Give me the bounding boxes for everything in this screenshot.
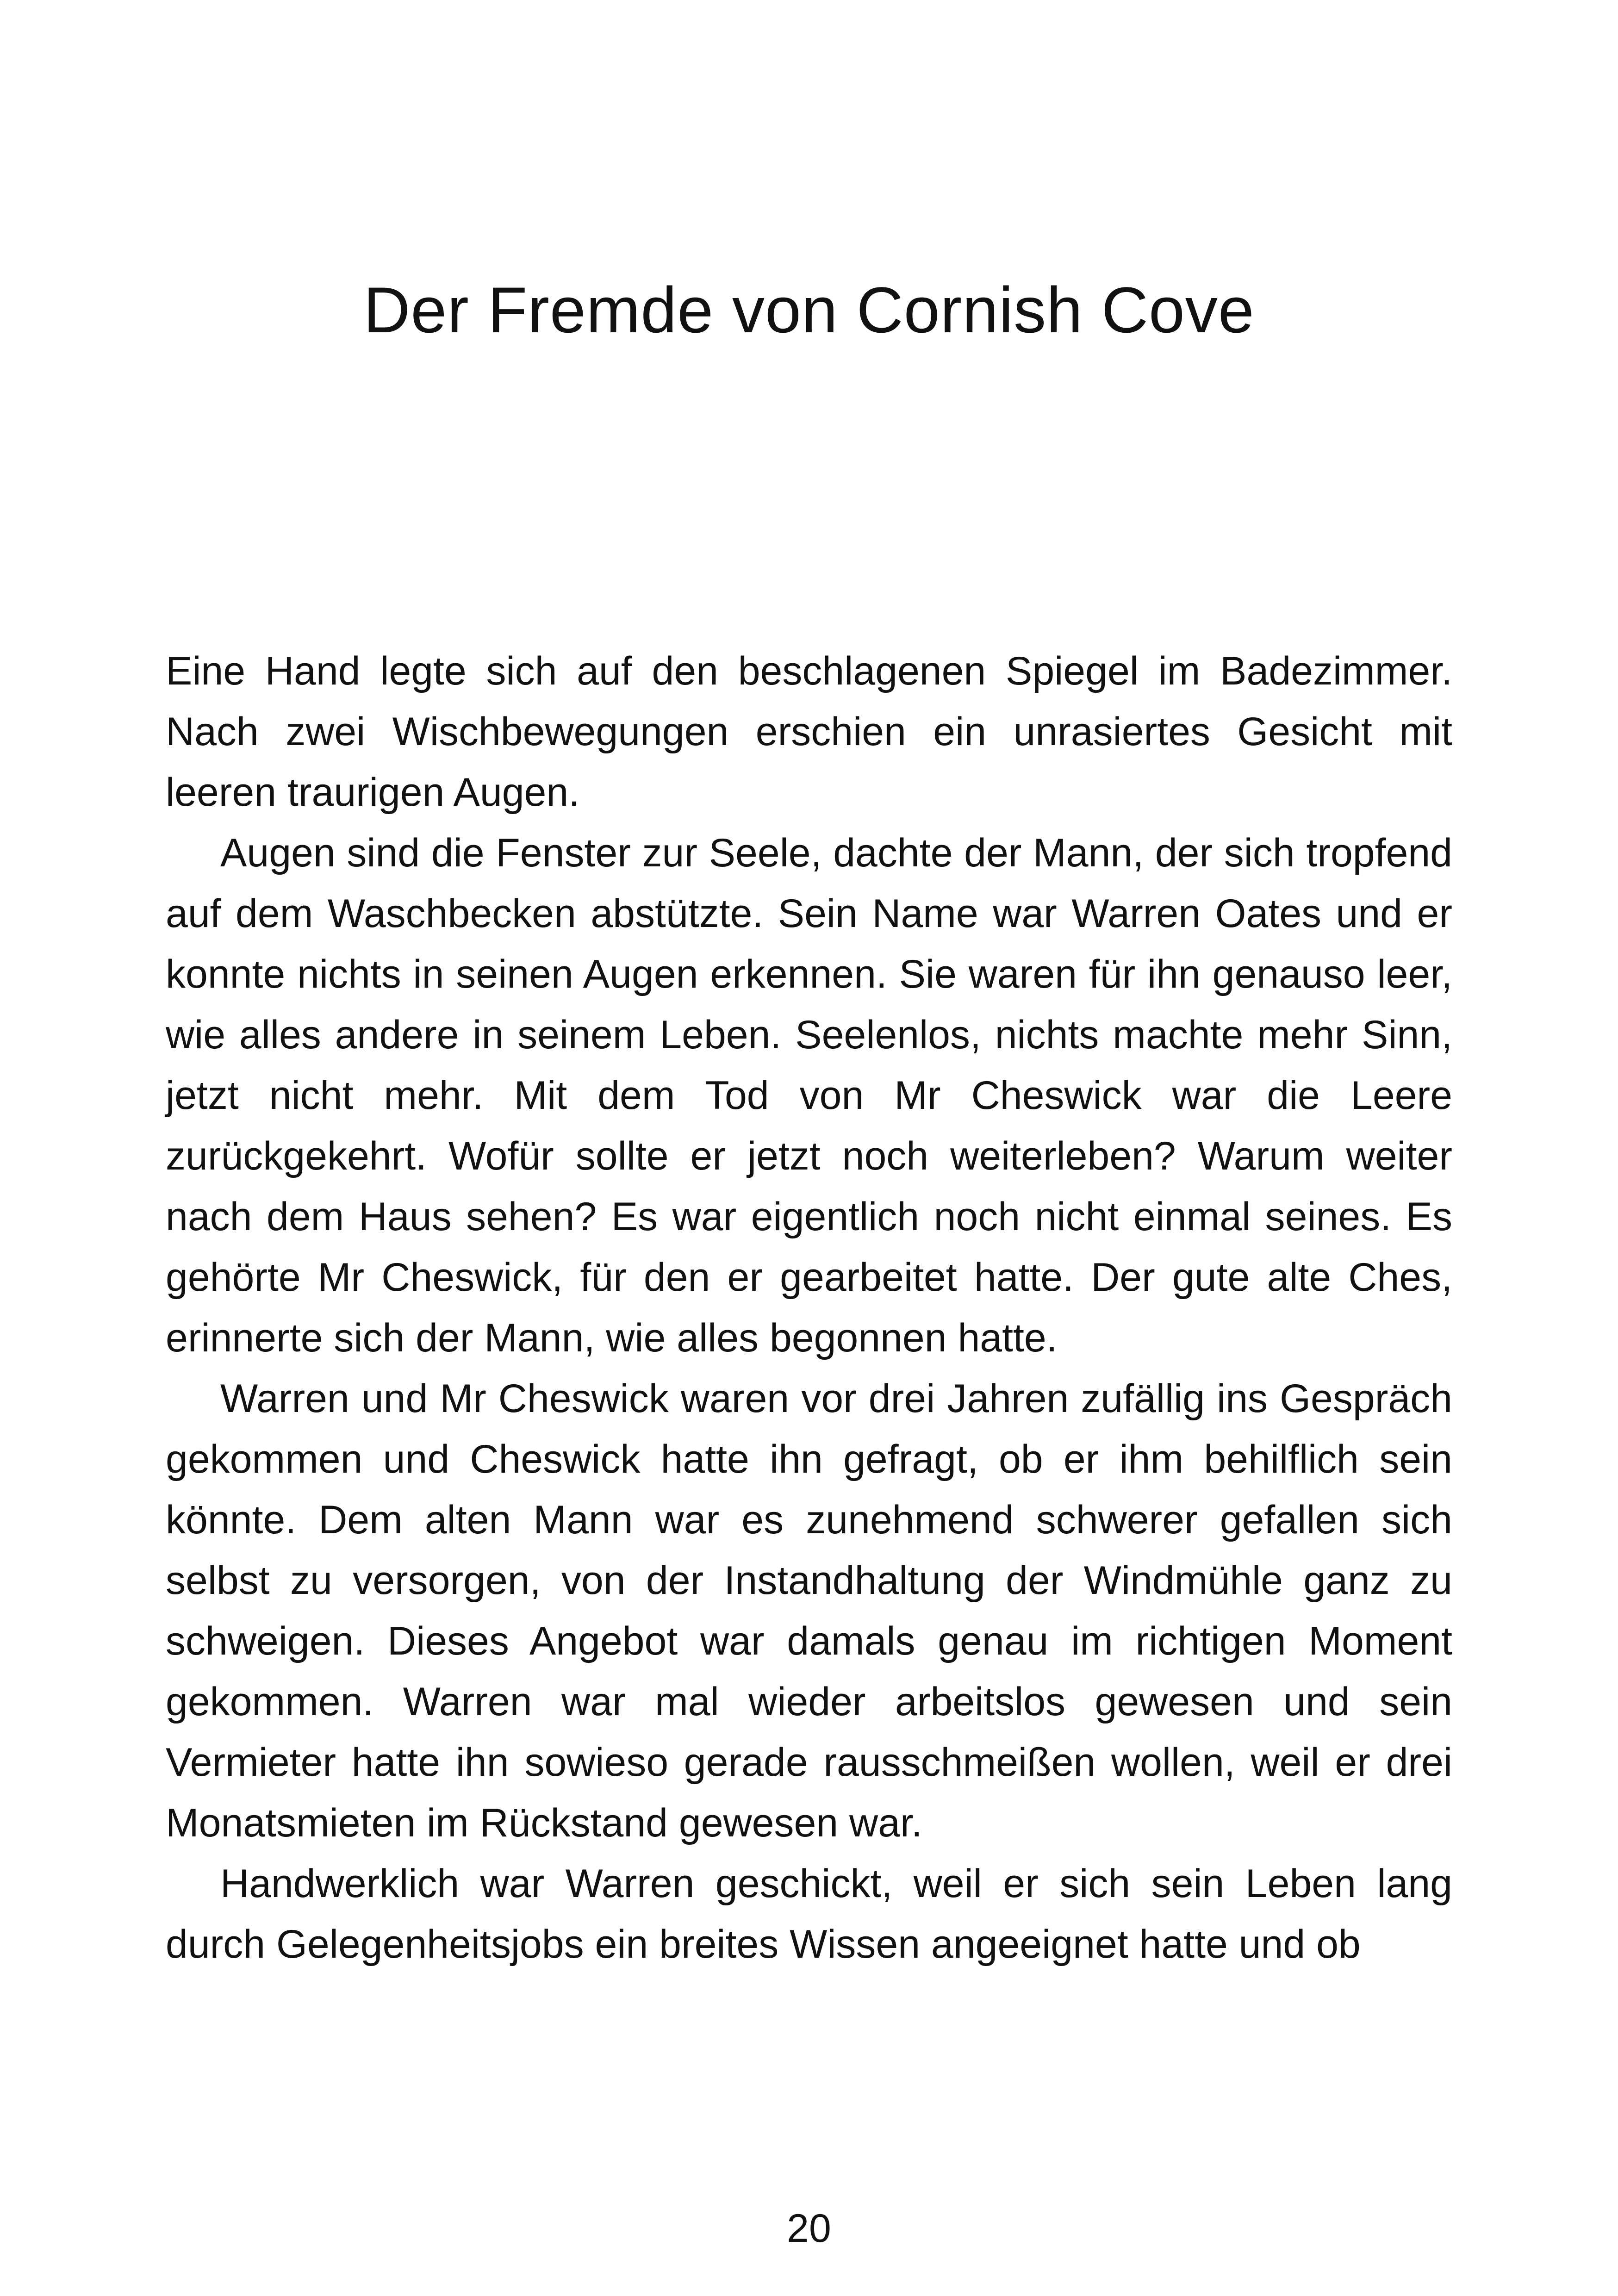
paragraph-1: Eine Hand legte sich auf den beschlagenen Spiegel im Badezimmer. Nach zwei Wischbewegungen erschien ein unrasiertes Gesicht mit leeren traurigen Augen. xyxy=(166,649,1452,815)
paragraph-3: Warren und Mr Cheswick waren vor drei Jahren zufällig ins Gespräch gekommen und Cheswick hatte ihn gefragt, ob er ihm behilflich sein könnte. Dem alten Mann war es zunehmend schwerer gefallen sich selbst zu versorgen, von der Instandhaltung der Windmühle ganz zu schweigen. Dieses Angebot war damals genau im richtigen Moment gekommen. Warren war mal wieder arbeitslos gewesen und sein Vermieter hatte ihn sowieso gerade rausschmeißen wollen, weil er drei Monatsmieten im Rückstand gewesen war. xyxy=(166,1376,1452,1845)
body-text xyxy=(166,641,1452,1975)
paragraph-2: Augen sind die Fenster zur Seele, dachte der Mann, der sich tropfend auf dem Waschbecken abstützte. Sein Name war Warren Oates und er konnte nichts in seinen Augen erkennen. Sie waren für ihn genauso leer, wie alles andere in seinem Leben. Seelenlos, nichts machte mehr Sinn, jetzt nicht mehr. Mit dem Tod von Mr Cheswick war die Leere zurückgekehrt. Wofür sollte er jetzt noch weiterleben? Warum weiter nach dem Haus sehen? Es war eigentlich noch nicht einmal seines. Es gehörte Mr Cheswick, für den er gearbeitet hatte. Der gute alte Ches, erinnerte sich der Mann, wie alles begonnen hatte. xyxy=(166,831,1452,1360)
paragraph-4: Handwerklich war Warren geschickt, weil er sich sein Leben lang durch Gelegenheitsjobs ein breites Wissen angeeignet hatte und ob xyxy=(166,1861,1452,1966)
page-number: 20 xyxy=(787,2206,831,2251)
chapter-title: Der Fremde von Cornish Cove xyxy=(363,274,1255,346)
